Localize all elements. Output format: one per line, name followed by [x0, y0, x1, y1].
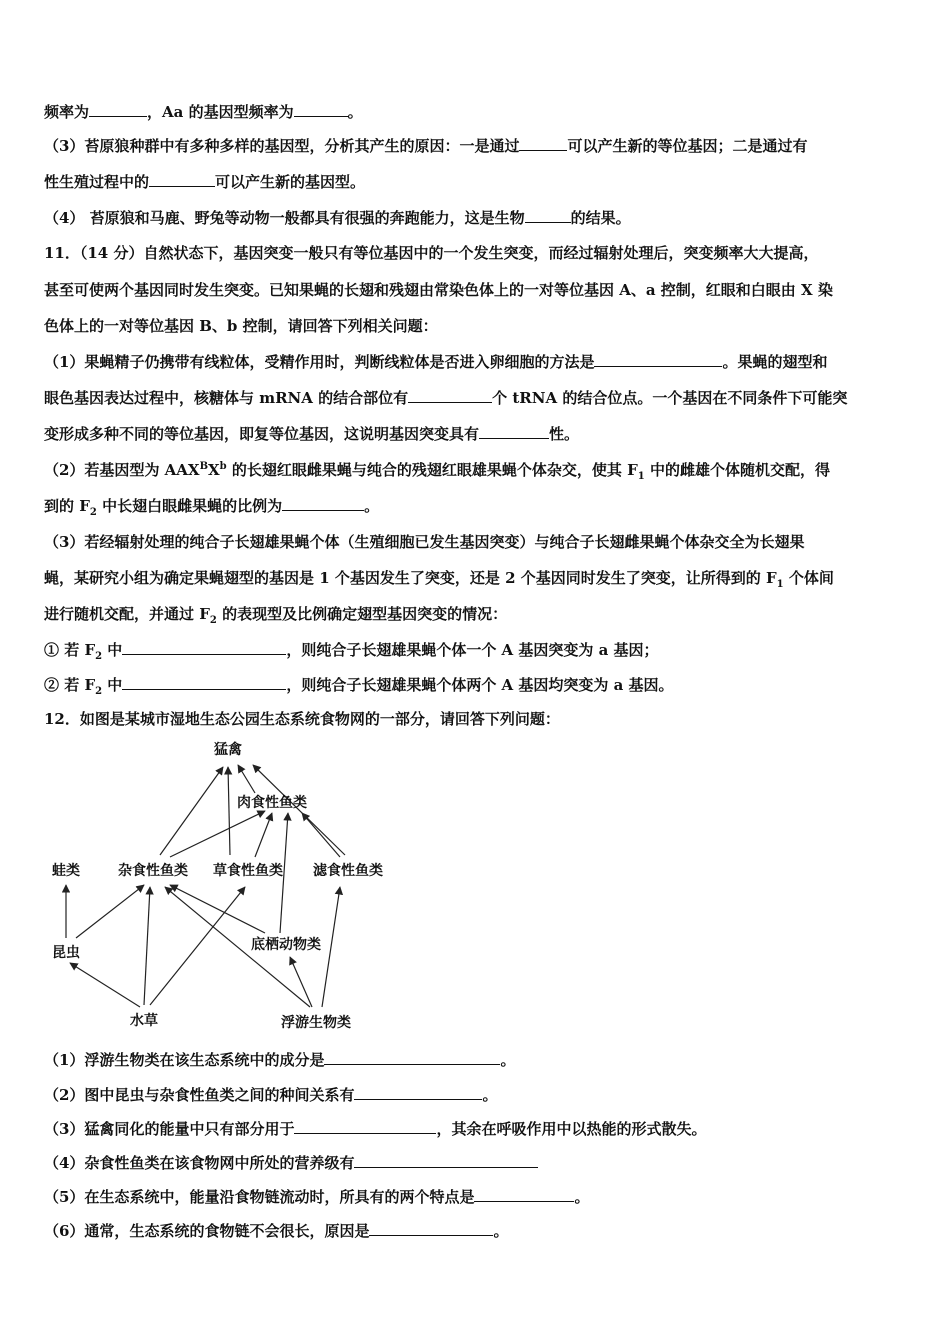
- text: （2）图中昆虫与杂食性鱼类之间的种间关系有: [44, 1086, 355, 1104]
- text: 色体上的一对等位基因 B、b 控制，请回答下列相关问题：: [44, 317, 438, 335]
- text: ，则纯合子长翅雄果蝇个体两个 A 基因均突变为 a 基因。: [286, 676, 674, 694]
- text: ，则纯合子长翅雄果蝇个体一个 A 基因突变为 a 基因；: [286, 641, 659, 659]
- arrow-herbivore-to-eagle: [228, 767, 230, 855]
- answer-blank: [474, 1187, 574, 1202]
- text: （6）通常，生态系统的食物链不会很长，原因是: [44, 1222, 370, 1240]
- q12-p4: [44, 1153, 914, 1173]
- subscript: 2: [209, 615, 217, 626]
- arrow-plankton-to-filter: [322, 887, 340, 1007]
- node-eagle: 猛禽: [214, 742, 242, 758]
- text: 的表现型及比例确定翅型基因突变的情况：: [216, 605, 508, 623]
- q11-case-2: [44, 675, 914, 695]
- arrow-omnivore-to-carnivore: [170, 811, 265, 857]
- q11-p1-line-2: [44, 388, 914, 408]
- text: 频率为: [44, 103, 90, 121]
- q12-p6: [44, 1221, 914, 1241]
- answer-blank: [294, 102, 348, 117]
- arrow-herbivore-to-carnivore: [255, 813, 272, 857]
- answer-blank: [122, 675, 286, 690]
- text: 眼色基因表达过程中，核糖体与 mRNA 的结合部位有: [44, 389, 409, 407]
- q12-p3: [44, 1119, 914, 1139]
- answer-blank: [149, 172, 215, 187]
- text: 中: [102, 676, 123, 694]
- text: （3）苔原狼种群中有多种多样的基因型，分析其产生的原因：一是通过: [44, 137, 520, 155]
- q11-p1-line-1: [44, 352, 914, 372]
- text: 性。: [549, 425, 580, 443]
- q11-head-1: [44, 243, 914, 263]
- node-frog: 蛙类: [52, 863, 80, 879]
- node-carnivore-fish: 肉食性鱼类: [237, 795, 307, 811]
- text: 进行随机交配，并通过 F: [44, 605, 210, 623]
- q12-p2: [44, 1085, 914, 1105]
- q11-p3-line-2: [44, 568, 914, 588]
- node-waterweed: 水草: [130, 1013, 158, 1029]
- q11-p1-line-3: [44, 424, 914, 444]
- node-herbivore-fish: 草食性鱼类: [213, 863, 283, 879]
- q10-p3-line-1: [44, 136, 914, 156]
- q11-p2-line-1: [44, 460, 914, 480]
- answer-blank: [408, 388, 492, 403]
- superscript: b: [219, 461, 227, 472]
- text: ② 若 F: [44, 676, 96, 694]
- q12-p1: [44, 1050, 914, 1070]
- text: 个 tRNA 的结合位点。一个基因在不同条件下可能突: [492, 389, 848, 407]
- text: 变形成多种不同的等位基因，即复等位基因，这说明基因突变具有: [44, 425, 480, 443]
- subscript: 2: [95, 651, 103, 662]
- node-omnivore-fish: 杂食性鱼类: [118, 863, 188, 879]
- node-benthos: 底栖动物类: [251, 937, 321, 953]
- text: 可以产生新的基因型。: [215, 173, 366, 191]
- text: 性生殖过程中的: [44, 173, 150, 191]
- text: ，Aa 的基因型频率为: [147, 103, 294, 121]
- arrow-insect-to-omnivore: [76, 885, 144, 938]
- arrow-carnivore-to-eagle: [238, 765, 255, 793]
- answer-blank: [369, 1221, 493, 1236]
- text: 蝇，某研究小组为确定果蝇翅型的基因是 1 个基因发生了突变，还是 2 个基因同时发生了突变，让所得到的 F: [44, 569, 777, 587]
- arrow-waterweed-to-insect: [70, 963, 140, 1007]
- q11-p3-line-1: [44, 532, 914, 552]
- text: （1）浮游生物类在该生态系统中的成分是: [44, 1051, 325, 1069]
- text: （5）在生态系统中，能量沿食物链流动时，所具有的两个特点是: [44, 1188, 475, 1206]
- text: 。: [482, 1086, 498, 1104]
- text: 的结果。: [570, 209, 631, 227]
- answer-blank: [519, 136, 567, 151]
- q11-head-3: [44, 316, 914, 336]
- text: 甚至可使两个基因同时发生突变。已知果蝇的长翅和残翅由常染色体上的一对等位基因 A、a 控制，红眼和白眼由 X 染: [44, 281, 833, 299]
- q10-line-1: [44, 102, 914, 122]
- subscript: 1: [776, 579, 784, 590]
- subscript: 1: [637, 471, 645, 482]
- node-insect: 昆虫: [52, 945, 80, 961]
- q10-p4: [44, 208, 914, 228]
- subscript: 2: [95, 686, 103, 697]
- arrow-waterweed-to-herbivore: [150, 887, 245, 1005]
- text: 。: [364, 497, 380, 515]
- text: （3）猛禽同化的能量中只有部分用于: [44, 1120, 295, 1138]
- text: X: [208, 461, 220, 479]
- text: （2）若基因型为 AAX: [44, 461, 200, 479]
- answer-blank: [324, 1050, 500, 1065]
- text: 。: [500, 1051, 516, 1069]
- text: 到的 F: [44, 497, 90, 515]
- text: （1）果蝇精子仍携带有线粒体，受精作用时，判断线粒体是否进入卵细胞的方法是: [44, 353, 595, 371]
- q11-head-2: [44, 280, 914, 300]
- answer-blank: [89, 102, 147, 117]
- subscript: 2: [89, 507, 97, 518]
- text: 。果蝇的翅型和: [722, 353, 828, 371]
- text: 中的雌雄个体随机交配，得: [644, 461, 830, 479]
- superscript: B: [199, 461, 209, 472]
- text: （4）杂食性鱼类在该食物网中所处的营养级有: [44, 1154, 355, 1172]
- q12-head: [44, 709, 914, 729]
- q12-p5: [44, 1187, 914, 1207]
- text: ① 若 F: [44, 641, 96, 659]
- text: ，其余在呼吸作用中以热能的形式散失。: [436, 1120, 707, 1138]
- text: 11．（14 分）自然状态下，基因突变一般只有等位基因中的一个发生突变，而经过辐射处理后，突变频率大大提高，: [44, 244, 819, 262]
- q11-case-1: [44, 640, 914, 660]
- answer-blank: [479, 424, 549, 439]
- text: 。: [347, 103, 363, 121]
- node-plankton: 浮游生物类: [281, 1015, 351, 1031]
- answer-blank: [354, 1153, 538, 1168]
- arrow-waterweed-to-omnivore: [144, 887, 150, 1005]
- text: 。: [493, 1222, 509, 1240]
- arrow-filter-to-carnivore: [302, 813, 340, 857]
- q11-p2-line-2: [44, 496, 914, 516]
- node-filter-fish: 滤食性鱼类: [313, 863, 383, 879]
- text: 12．如图是某城市湿地生态公园生态系统食物网的一部分，请回答下列问题：: [44, 710, 560, 728]
- answer-blank: [354, 1085, 482, 1100]
- arrow-omnivore-to-eagle: [160, 767, 223, 855]
- answer-blank: [282, 496, 364, 511]
- answer-blank: [594, 352, 722, 367]
- text: 中长翅白眼雌果蝇的比例为: [96, 497, 283, 515]
- answer-blank: [122, 640, 286, 655]
- q10-p3-line-2: [44, 172, 914, 192]
- q11-p3-line-3: [44, 604, 914, 624]
- text: 中: [102, 641, 123, 659]
- food-web-diagram: [40, 735, 410, 1040]
- text: 。: [574, 1188, 590, 1206]
- text: 个体间: [783, 569, 834, 587]
- text: （4） 苔原狼和马鹿、野兔等动物一般都具有很强的奔跑能力，这是生物: [44, 209, 525, 227]
- text: 的长翅红眼雌果蝇与纯合的残翅红眼雄果蝇个体杂交，使其 F: [226, 461, 638, 479]
- text: （3）若经辐射处理的纯合子长翅雄果蝇个体（生殖细胞已发生基因突变）与纯合子长翅雌果蝇个体杂交全为长翅果: [44, 533, 805, 551]
- answer-blank: [525, 208, 571, 223]
- arrow-benthos-to-omnivore: [170, 885, 265, 933]
- text: 可以产生新的等位基因；二是通过有: [567, 137, 808, 155]
- answer-blank: [294, 1119, 436, 1134]
